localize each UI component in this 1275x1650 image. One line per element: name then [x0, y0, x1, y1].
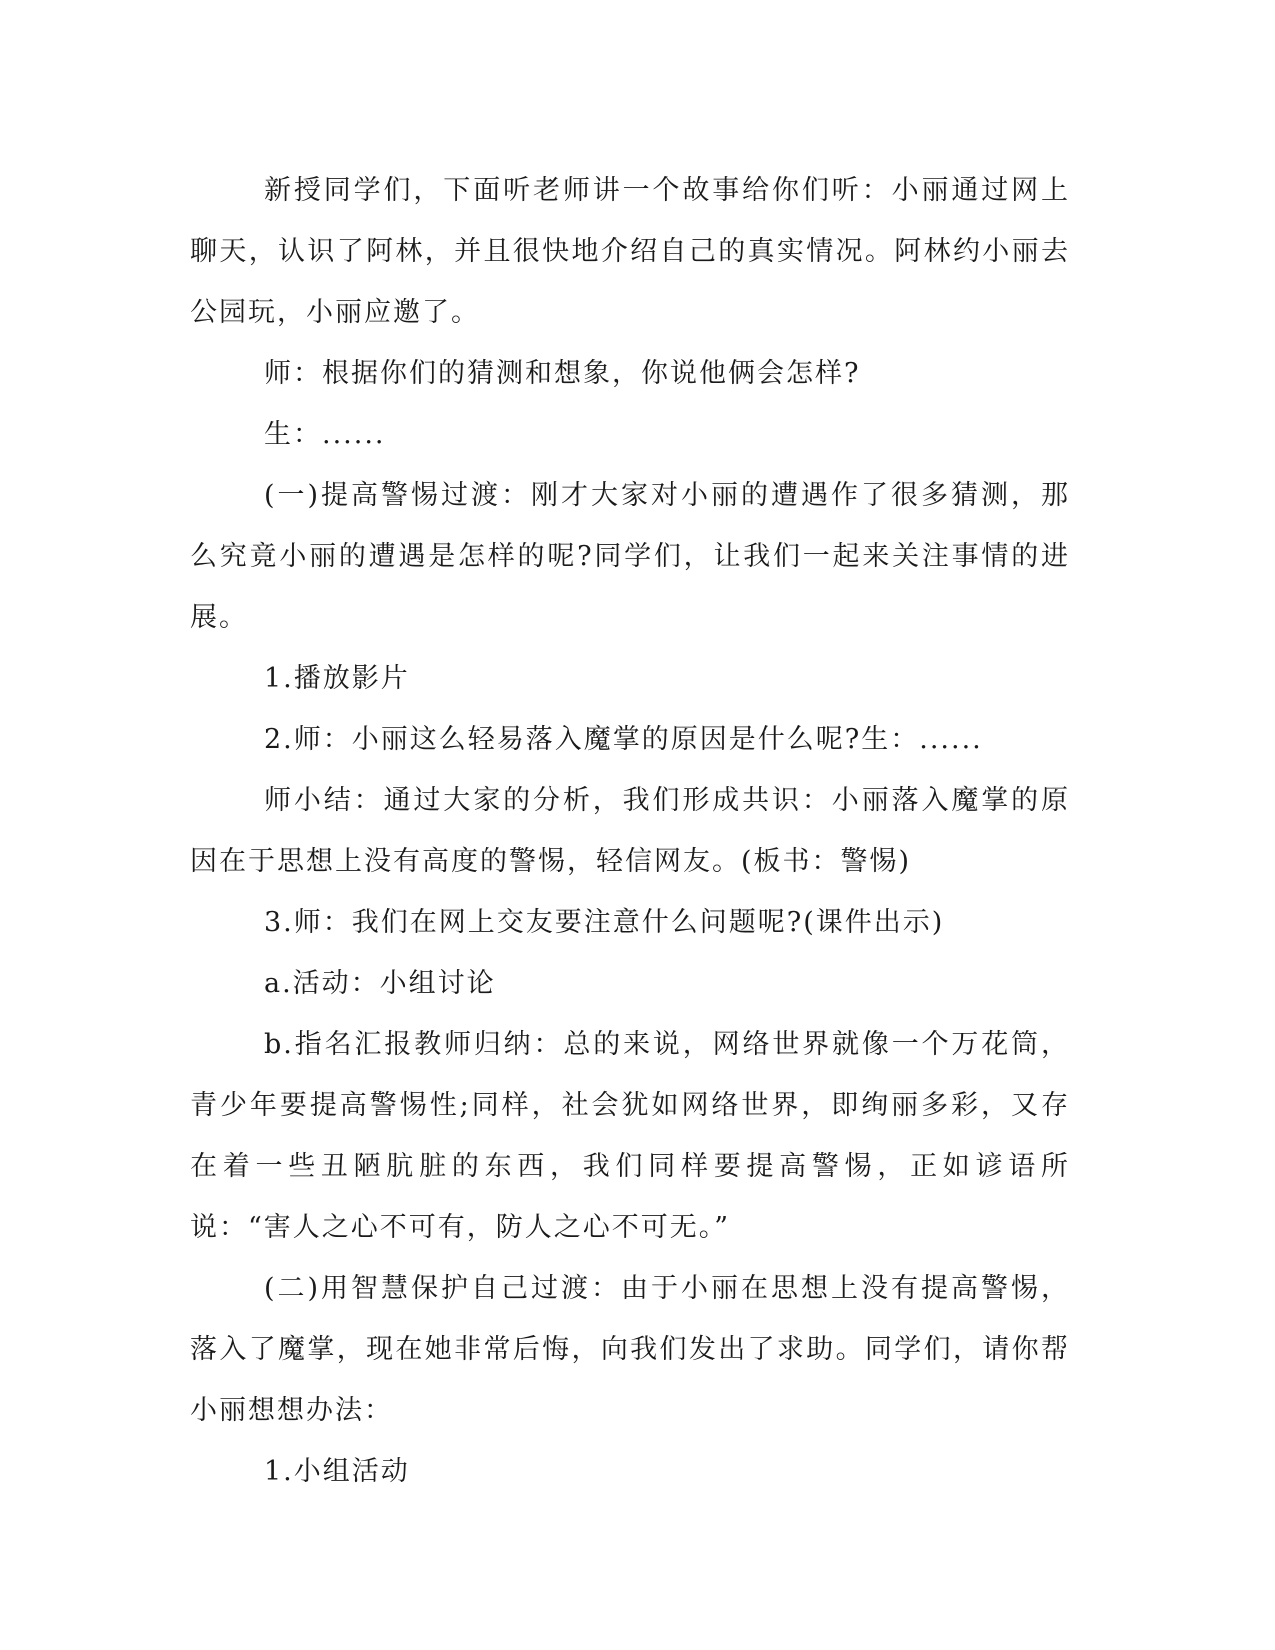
document-page — [190, 160, 1070, 1502]
paragraph-student-answer: 生：...... — [264, 419, 386, 450]
paragraph-section-one: (一)提高警惕过渡：刚才大家对小丽的遭遇作了很多猜测，那么究竟小丽的遭遇是怎样的呢?同学们，让我们一起来关注事情的进展。 — [190, 480, 1070, 633]
paragraph-group-discussion: a.活动：小组讨论 — [264, 968, 496, 999]
paragraph-teacher-conclusion: b.指名汇报教师归纳：总的来说，网络世界就像一个万花筒，青少年要提高警惕性;同样，社会犹如网络世界，即绚丽多彩，又存在着一些丑陋肮脏的东西，我们同样要提高警惕，正如谚语所说：“害人之心不可有，防人之心不可无。” — [190, 1029, 1070, 1243]
paragraph-teacher-summary: 师小结：通过大家的分析，我们形成共识：小丽落入魔掌的原因在于思想上没有高度的警惕，轻信网友。(板书：警惕) — [190, 785, 1070, 877]
paragraph-online-friends-question: 3.师：我们在网上交友要注意什么问题呢?(课件出示) — [264, 907, 945, 938]
paragraph-teacher-question: 师：根据你们的猜测和想象，你说他俩会怎样? — [264, 358, 861, 389]
paragraph-reason-question: 2.师：小丽这么轻易落入魔掌的原因是什么呢?生：...... — [264, 724, 983, 755]
paragraph-group-activity: 1.小组活动 — [264, 1456, 410, 1487]
paragraph-play-video: 1.播放影片 — [264, 663, 410, 694]
paragraph-section-two: (二)用智慧保护自己过渡：由于小丽在思想上没有提高警惕，落入了魔掌，现在她非常后悔，向我们发出了求助。同学们，请你帮小丽想想办法： — [190, 1273, 1070, 1426]
paragraph-story-intro: 新授同学们，下面听老师讲一个故事给你们听：小丽通过网上聊天，认识了阿林，并且很快地介绍自己的真实情况。阿林约小丽去公园玩，小丽应邀了。 — [190, 175, 1070, 328]
